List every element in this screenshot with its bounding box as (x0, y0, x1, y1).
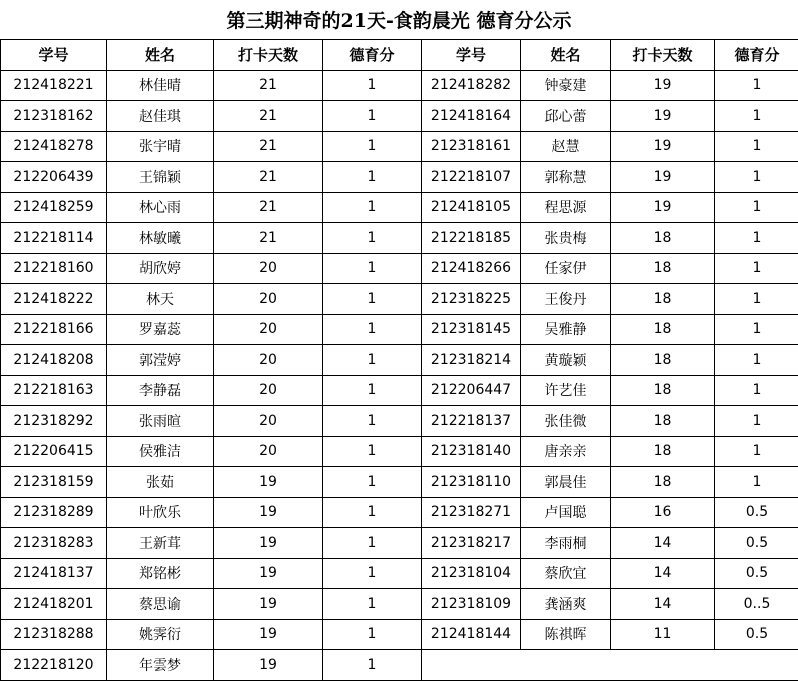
table-row (1, 406, 798, 437)
checkin-days-cell: 18 (611, 284, 715, 315)
moral-score-cell: 1 (323, 253, 422, 284)
table-row (1, 497, 798, 528)
moral-score-cell: 1 (715, 467, 798, 498)
student-name-cell: 吴雅静 (521, 314, 611, 345)
student-id-cell: 212318140 (422, 436, 521, 467)
moral-score-cell: 1 (323, 162, 422, 193)
header-checkin-days: 打卡天数 (611, 40, 715, 71)
table-row (1, 528, 798, 559)
checkin-days-cell: 19 (214, 467, 323, 498)
student-name-cell: 李静磊 (107, 375, 214, 406)
checkin-days-cell: 14 (611, 528, 715, 559)
student-id-cell: 212218107 (422, 162, 521, 193)
table-row (1, 162, 798, 193)
student-name-cell: 林敏曦 (107, 223, 214, 254)
table-row (1, 650, 798, 681)
moral-score-cell: 1 (323, 467, 422, 498)
moral-score-cell: 1 (715, 406, 798, 437)
student-name-cell: 卢国聪 (521, 497, 611, 528)
moral-score-cell: 1 (323, 650, 422, 681)
student-id-cell: 212418201 (1, 589, 107, 620)
student-id-cell: 212318217 (422, 528, 521, 559)
moral-score-cell: 1 (323, 284, 422, 315)
student-name-cell: 李雨桐 (521, 528, 611, 559)
moral-score-cell: 1 (323, 406, 422, 437)
checkin-days-cell: 18 (611, 314, 715, 345)
moral-score-cell: 1 (323, 375, 422, 406)
student-name-cell: 林天 (107, 284, 214, 315)
table-row (1, 436, 798, 467)
student-name-cell: 林佳晴 (107, 70, 214, 101)
checkin-days-cell: 19 (611, 192, 715, 223)
table-row (1, 101, 798, 132)
moral-score-cell: 1 (715, 436, 798, 467)
moral-score-cell: 0.5 (715, 528, 798, 559)
student-name-cell: 蔡欣宜 (521, 558, 611, 589)
student-id-cell: 212418259 (1, 192, 107, 223)
checkin-days-cell: 20 (214, 345, 323, 376)
moral-score-cell: 0.5 (715, 558, 798, 589)
student-name-cell: 黄璇颖 (521, 345, 611, 376)
moral-score-cell: 1 (323, 131, 422, 162)
header-student-id: 学号 (1, 40, 107, 71)
student-name-cell: 张贵梅 (521, 223, 611, 254)
header-student-id: 学号 (422, 40, 521, 71)
student-id-cell: 212218114 (1, 223, 107, 254)
student-id-cell: 212418164 (422, 101, 521, 132)
student-name-cell: 张佳微 (521, 406, 611, 437)
student-id-cell: 212206447 (422, 375, 521, 406)
moral-score-cell: 1 (323, 223, 422, 254)
student-id-cell: 212218185 (422, 223, 521, 254)
moral-score-cell: 0.5 (715, 497, 798, 528)
checkin-days-cell: 19 (214, 497, 323, 528)
student-name-cell: 王新茸 (107, 528, 214, 559)
student-id-cell: 212418208 (1, 345, 107, 376)
moral-score-cell: 1 (323, 436, 422, 467)
student-id-cell: 212318292 (1, 406, 107, 437)
student-name-cell: 侯雅洁 (107, 436, 214, 467)
table-row (1, 619, 798, 650)
page-title: 第三期神奇的21天-食韵晨光 德育分公示 (0, 6, 798, 36)
student-name-cell: 郑铭彬 (107, 558, 214, 589)
checkin-days-cell: 18 (611, 436, 715, 467)
moral-score-cell: 1 (323, 497, 422, 528)
student-id-cell: 212318104 (422, 558, 521, 589)
moral-score-cell: 1 (715, 223, 798, 254)
student-id-cell: 212418137 (1, 558, 107, 589)
moral-score-cell: 1 (715, 284, 798, 315)
student-name-cell: 王俊丹 (521, 284, 611, 315)
checkin-days-cell: 19 (214, 619, 323, 650)
checkin-days-cell: 19 (611, 70, 715, 101)
student-id-cell: 212218120 (1, 650, 107, 681)
checkin-days-cell: 11 (611, 619, 715, 650)
checkin-days-cell: 20 (214, 314, 323, 345)
moral-score-cell: 1 (715, 314, 798, 345)
table-row (1, 589, 798, 620)
student-id-cell: 212206415 (1, 436, 107, 467)
moral-score-cell: 1 (323, 192, 422, 223)
header-name: 姓名 (521, 40, 611, 71)
moral-score-cell: 0.5 (715, 619, 798, 650)
student-id-cell: 212218137 (422, 406, 521, 437)
checkin-days-cell: 19 (214, 528, 323, 559)
moral-score-cell: 1 (715, 70, 798, 101)
student-name-cell: 张茹 (107, 467, 214, 498)
checkin-days-cell: 21 (214, 70, 323, 101)
checkin-days-cell: 21 (214, 101, 323, 132)
student-id-cell: 212218160 (1, 253, 107, 284)
moral-score-cell: 1 (323, 314, 422, 345)
checkin-days-cell: 18 (611, 253, 715, 284)
student-name-cell: 邱心蕾 (521, 101, 611, 132)
student-name-cell: 程思源 (521, 192, 611, 223)
student-name-cell: 罗嘉蕊 (107, 314, 214, 345)
moral-score-cell: 1 (715, 253, 798, 284)
student-name-cell: 胡欣婷 (107, 253, 214, 284)
checkin-days-cell: 14 (611, 589, 715, 620)
student-id-cell: 212318162 (1, 101, 107, 132)
student-id-cell: 212318110 (422, 467, 521, 498)
table-row (1, 192, 798, 223)
student-id-cell: 212318161 (422, 131, 521, 162)
student-id-cell: 212418105 (422, 192, 521, 223)
checkin-days-cell: 18 (611, 345, 715, 376)
moral-score-cell: 1 (715, 375, 798, 406)
student-id-cell: 212318214 (422, 345, 521, 376)
student-id-cell: 212318271 (422, 497, 521, 528)
student-id-cell: 212418278 (1, 131, 107, 162)
student-id-cell: 212318288 (1, 619, 107, 650)
student-name-cell: 任家伊 (521, 253, 611, 284)
student-id-cell: 212418282 (422, 70, 521, 101)
checkin-days-cell: 20 (214, 436, 323, 467)
student-id-cell: 212318109 (422, 589, 521, 620)
header-moral-score: 德育分 (323, 40, 422, 71)
student-name-cell: 王锦颖 (107, 162, 214, 193)
student-id-cell: 212418266 (422, 253, 521, 284)
table-row (1, 223, 798, 254)
student-name-cell: 林心雨 (107, 192, 214, 223)
header-row (1, 40, 798, 71)
moral-score-cell: 1 (715, 162, 798, 193)
student-id-cell: 212418144 (422, 619, 521, 650)
table-row (1, 70, 798, 101)
table-row (1, 131, 798, 162)
checkin-days-cell: 14 (611, 558, 715, 589)
checkin-days-cell: 19 (214, 650, 323, 681)
student-id-cell: 212318283 (1, 528, 107, 559)
moral-score-cell: 1 (323, 528, 422, 559)
student-id-cell: 212418221 (1, 70, 107, 101)
header-name: 姓名 (107, 40, 214, 71)
student-name-cell: 蔡思谕 (107, 589, 214, 620)
student-id-cell: 212218166 (1, 314, 107, 345)
moral-score-cell: 1 (323, 345, 422, 376)
moral-score-cell: 1 (715, 101, 798, 132)
checkin-days-cell: 21 (214, 223, 323, 254)
header-moral-score: 德育分 (715, 40, 798, 71)
checkin-days-cell: 20 (214, 253, 323, 284)
table-row (1, 375, 798, 406)
checkin-days-cell: 21 (214, 131, 323, 162)
moral-score-cell: 1 (323, 589, 422, 620)
checkin-days-cell: 20 (214, 406, 323, 437)
moral-score-cell: 1 (323, 619, 422, 650)
checkin-days-cell: 21 (214, 162, 323, 193)
moral-score-cell: 1 (323, 558, 422, 589)
empty-cell (422, 650, 798, 681)
checkin-days-cell: 16 (611, 497, 715, 528)
score-table (0, 39, 798, 681)
student-name-cell: 赵慧 (521, 131, 611, 162)
checkin-days-cell: 19 (214, 589, 323, 620)
student-name-cell: 姚霁衍 (107, 619, 214, 650)
table-row (1, 558, 798, 589)
student-name-cell: 钟豪建 (521, 70, 611, 101)
header-checkin-days: 打卡天数 (214, 40, 323, 71)
student-id-cell: 212418222 (1, 284, 107, 315)
checkin-days-cell: 18 (611, 406, 715, 437)
table-row (1, 284, 798, 315)
student-name-cell: 龚涵爽 (521, 589, 611, 620)
checkin-days-cell: 19 (611, 162, 715, 193)
moral-score-cell: 1 (323, 70, 422, 101)
student-id-cell: 212206439 (1, 162, 107, 193)
table-row (1, 253, 798, 284)
student-name-cell: 张宇晴 (107, 131, 214, 162)
moral-score-cell: 1 (715, 192, 798, 223)
checkin-days-cell: 19 (214, 558, 323, 589)
moral-score-cell: 1 (323, 101, 422, 132)
student-id-cell: 212318145 (422, 314, 521, 345)
checkin-days-cell: 18 (611, 375, 715, 406)
student-name-cell: 郭称慧 (521, 162, 611, 193)
moral-score-cell: 0..5 (715, 589, 798, 620)
checkin-days-cell: 18 (611, 467, 715, 498)
student-name-cell: 张雨暄 (107, 406, 214, 437)
checkin-days-cell: 20 (214, 284, 323, 315)
table-row (1, 467, 798, 498)
checkin-days-cell: 21 (214, 192, 323, 223)
student-name-cell: 唐亲亲 (521, 436, 611, 467)
table-row (1, 314, 798, 345)
student-id-cell: 212318225 (422, 284, 521, 315)
checkin-days-cell: 20 (214, 375, 323, 406)
checkin-days-cell: 18 (611, 223, 715, 254)
student-id-cell: 212318159 (1, 467, 107, 498)
moral-score-cell: 1 (715, 345, 798, 376)
moral-score-cell: 1 (715, 131, 798, 162)
student-name-cell: 赵佳琪 (107, 101, 214, 132)
student-name-cell: 叶欣乐 (107, 497, 214, 528)
student-name-cell: 许艺佳 (521, 375, 611, 406)
student-name-cell: 郭晨佳 (521, 467, 611, 498)
checkin-days-cell: 19 (611, 131, 715, 162)
student-name-cell: 陈祺晖 (521, 619, 611, 650)
student-id-cell: 212218163 (1, 375, 107, 406)
student-name-cell: 郭滢婷 (107, 345, 214, 376)
student-name-cell: 年雲梦 (107, 650, 214, 681)
table-row (1, 345, 798, 376)
student-id-cell: 212318289 (1, 497, 107, 528)
checkin-days-cell: 19 (611, 101, 715, 132)
